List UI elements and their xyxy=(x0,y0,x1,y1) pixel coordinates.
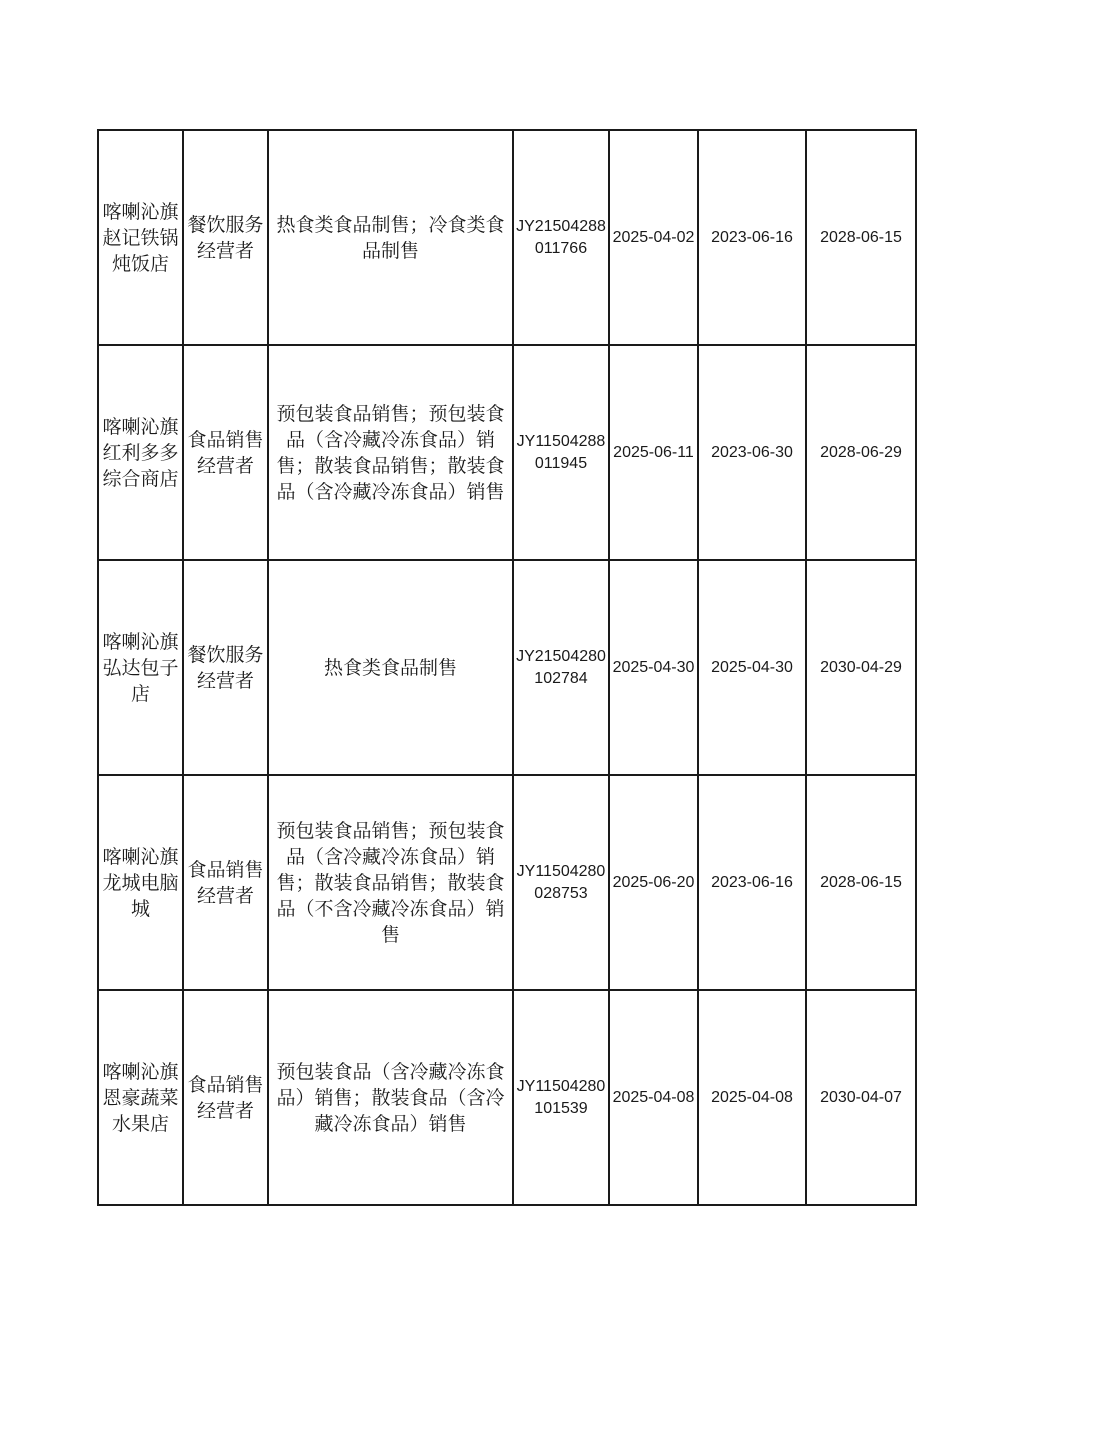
business-scope-cell: 预包装食品销售；预包装食品（含冷藏冷冻食品）销售；散装食品销售；散装食品（含冷藏冷冻食品）销售 xyxy=(268,345,513,560)
operator-type-cell: 食品销售经营者 xyxy=(183,990,268,1205)
valid-to-cell: 2028-06-15 xyxy=(806,130,916,345)
issue-date-cell: 2025-04-08 xyxy=(609,990,698,1205)
issue-date-cell: 2025-06-11 xyxy=(609,345,698,560)
business-name-cell: 喀喇沁旗赵记铁锅炖饭店 xyxy=(98,130,183,345)
operator-type-cell: 餐饮服务经营者 xyxy=(183,130,268,345)
license-number-cell: JY11504280028753 xyxy=(513,775,609,990)
issue-date-cell: 2025-04-30 xyxy=(609,560,698,775)
business-scope-cell: 预包装食品销售；预包装食品（含冷藏冷冻食品）销售；散装食品销售；散装食品（不含冷藏冷冻食品）销售 xyxy=(268,775,513,990)
valid-to-cell: 2030-04-07 xyxy=(806,990,916,1205)
issue-date-cell: 2025-06-20 xyxy=(609,775,698,990)
operator-type-cell: 食品销售经营者 xyxy=(183,775,268,990)
valid-to-cell: 2028-06-29 xyxy=(806,345,916,560)
business-name-cell: 喀喇沁旗弘达包子店 xyxy=(98,560,183,775)
issue-date-cell: 2025-04-02 xyxy=(609,130,698,345)
license-number-cell: JY21504280102784 xyxy=(513,560,609,775)
business-scope-cell: 预包装食品（含冷藏冷冻食品）销售；散装食品（含冷藏冷冻食品）销售 xyxy=(268,990,513,1205)
business-name-cell: 喀喇沁旗恩豪蔬菜水果店 xyxy=(98,990,183,1205)
business-name-cell: 喀喇沁旗红利多多综合商店 xyxy=(98,345,183,560)
valid-from-cell: 2023-06-30 xyxy=(698,345,806,560)
valid-to-cell: 2030-04-29 xyxy=(806,560,916,775)
table-row xyxy=(98,775,916,990)
operator-type-cell: 餐饮服务经营者 xyxy=(183,560,268,775)
valid-from-cell: 2023-06-16 xyxy=(698,130,806,345)
business-scope-cell: 热食类食品制售；冷食类食品制售 xyxy=(268,130,513,345)
valid-to-cell: 2028-06-15 xyxy=(806,775,916,990)
operator-type-cell: 食品销售经营者 xyxy=(183,345,268,560)
valid-from-cell: 2023-06-16 xyxy=(698,775,806,990)
table-row xyxy=(98,130,916,345)
table-row xyxy=(98,345,916,560)
license-number-cell: JY11504288011945 xyxy=(513,345,609,560)
valid-from-cell: 2025-04-08 xyxy=(698,990,806,1205)
business-name-cell: 喀喇沁旗龙城电脑城 xyxy=(98,775,183,990)
table-row xyxy=(98,560,916,775)
license-number-cell: JY11504280101539 xyxy=(513,990,609,1205)
license-number-cell: JY21504288011766 xyxy=(513,130,609,345)
valid-from-cell: 2025-04-30 xyxy=(698,560,806,775)
business-scope-cell: 热食类食品制售 xyxy=(268,560,513,775)
table-row xyxy=(98,990,916,1205)
license-table xyxy=(97,129,917,1206)
